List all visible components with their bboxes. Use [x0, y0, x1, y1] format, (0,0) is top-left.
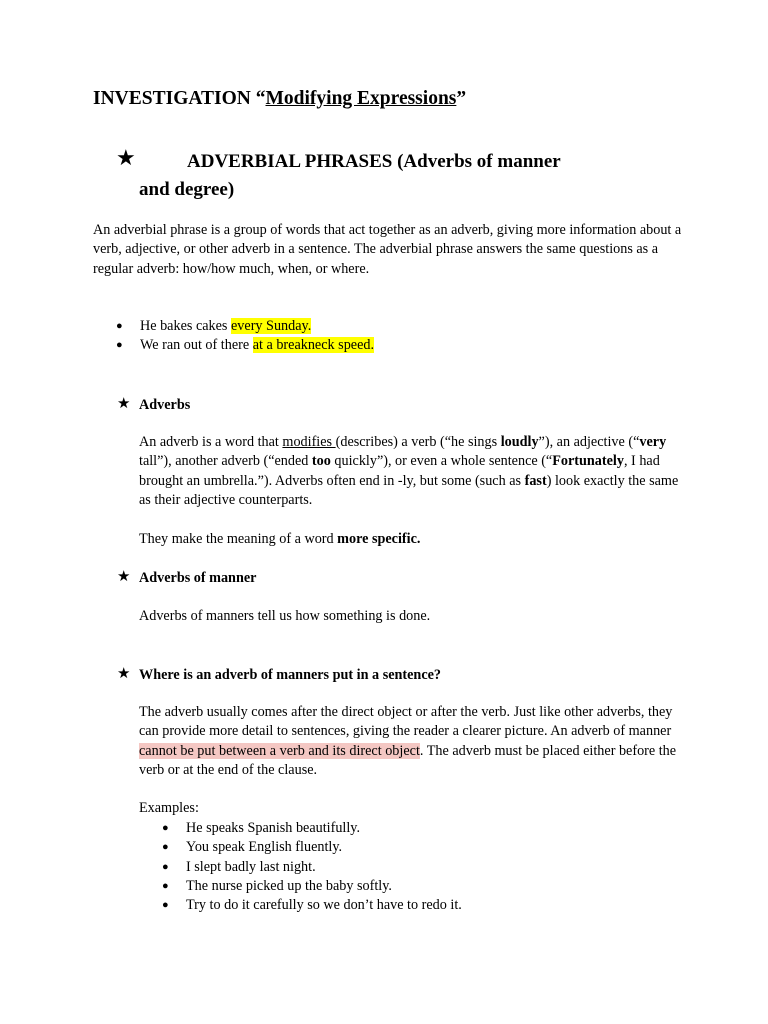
- list-item: ● He bakes cakes every Sunday.: [140, 317, 374, 336]
- bullet-icon: ●: [162, 860, 169, 873]
- manner-heading: Adverbs of manner: [139, 570, 257, 586]
- highlighted-rule: cannot be put between a verb and its direct object: [139, 742, 420, 759]
- list-item: ● We ran out of there at a breakneck speed.: [140, 336, 374, 355]
- list-item: ● I slept badly last night.: [186, 858, 462, 877]
- bullet-icon: ●: [162, 822, 169, 834]
- adverbs-heading: Adverbs: [139, 397, 191, 413]
- bullet-icon: ●: [162, 899, 169, 912]
- list-item: ● He speaks Spanish beautifully.: [186, 819, 462, 838]
- section-heading-line1: ADVERBIAL PHRASES (Adverbs of manner: [187, 151, 561, 172]
- star-icon: ★: [117, 396, 131, 412]
- section-heading-line2: and degree): [139, 179, 235, 200]
- placement-heading: Where is an adverb of manners put in a sentence?: [139, 667, 442, 683]
- highlighted-phrase: every Sunday.: [231, 318, 312, 334]
- adverbs-paragraph: An adverb is a word that modifies (describes) a verb (“he sings loudly”), an adjective (“very tall”), another adverb (“ended too quickly”), or even a whole sentence (“Fortunately, I had brought an umbrella.”). Adverbs often end in -ly, but some (such as fast) look exactly the same as their adjective counterparts.: [139, 434, 679, 508]
- bullet-icon: ●: [116, 320, 123, 332]
- placement-paragraph: The adverb usually comes after the direct object or after the verb. Just like other adverbs, they can provide more detail to sentences, giving the reader a clearer picture. An adverb of manner cannot be put between a verb and its direct object. The adverb must be placed either before the verb or at the end of the clause.: [139, 704, 677, 778]
- manner-examples-list: [162, 819, 462, 915]
- highlighted-phrase: at a breakneck speed.: [252, 337, 375, 354]
- title-underlined: Modifying Expressions: [265, 88, 457, 109]
- page-title: [93, 88, 466, 110]
- intro-paragraph: An adverbial phrase is a group of words that act together as an adverb, giving more information about a verb, adjective, or other adverb in a sentence. The adverbial phrase answers the same questions as a regular adverb: how/how much, when, or where.: [93, 222, 682, 277]
- list-item: ● You speak English fluently.: [186, 838, 462, 857]
- section-heading: [139, 148, 699, 204]
- bullet-icon: ●: [162, 841, 169, 854]
- star-icon: ★: [117, 666, 131, 682]
- bullet-icon: ●: [162, 879, 169, 892]
- star-icon: ★: [116, 145, 136, 170]
- list-item: ● Try to do it carefully so we don’t have to redo it.: [186, 896, 462, 915]
- star-icon: ★: [117, 569, 131, 585]
- examples-label: Examples:: [139, 800, 199, 816]
- list-item: ● The nurse picked up the baby softly.: [186, 877, 462, 896]
- phrase-examples-list: [116, 317, 375, 356]
- adverbs-summary: They make the meaning of a word more specific.: [139, 531, 421, 547]
- title-prefix: INVESTIGATION “: [93, 88, 266, 109]
- title-suffix: ”: [456, 88, 467, 109]
- bullet-icon: ●: [116, 339, 123, 352]
- manner-text: Adverbs of manners tell us how something is done.: [139, 608, 431, 624]
